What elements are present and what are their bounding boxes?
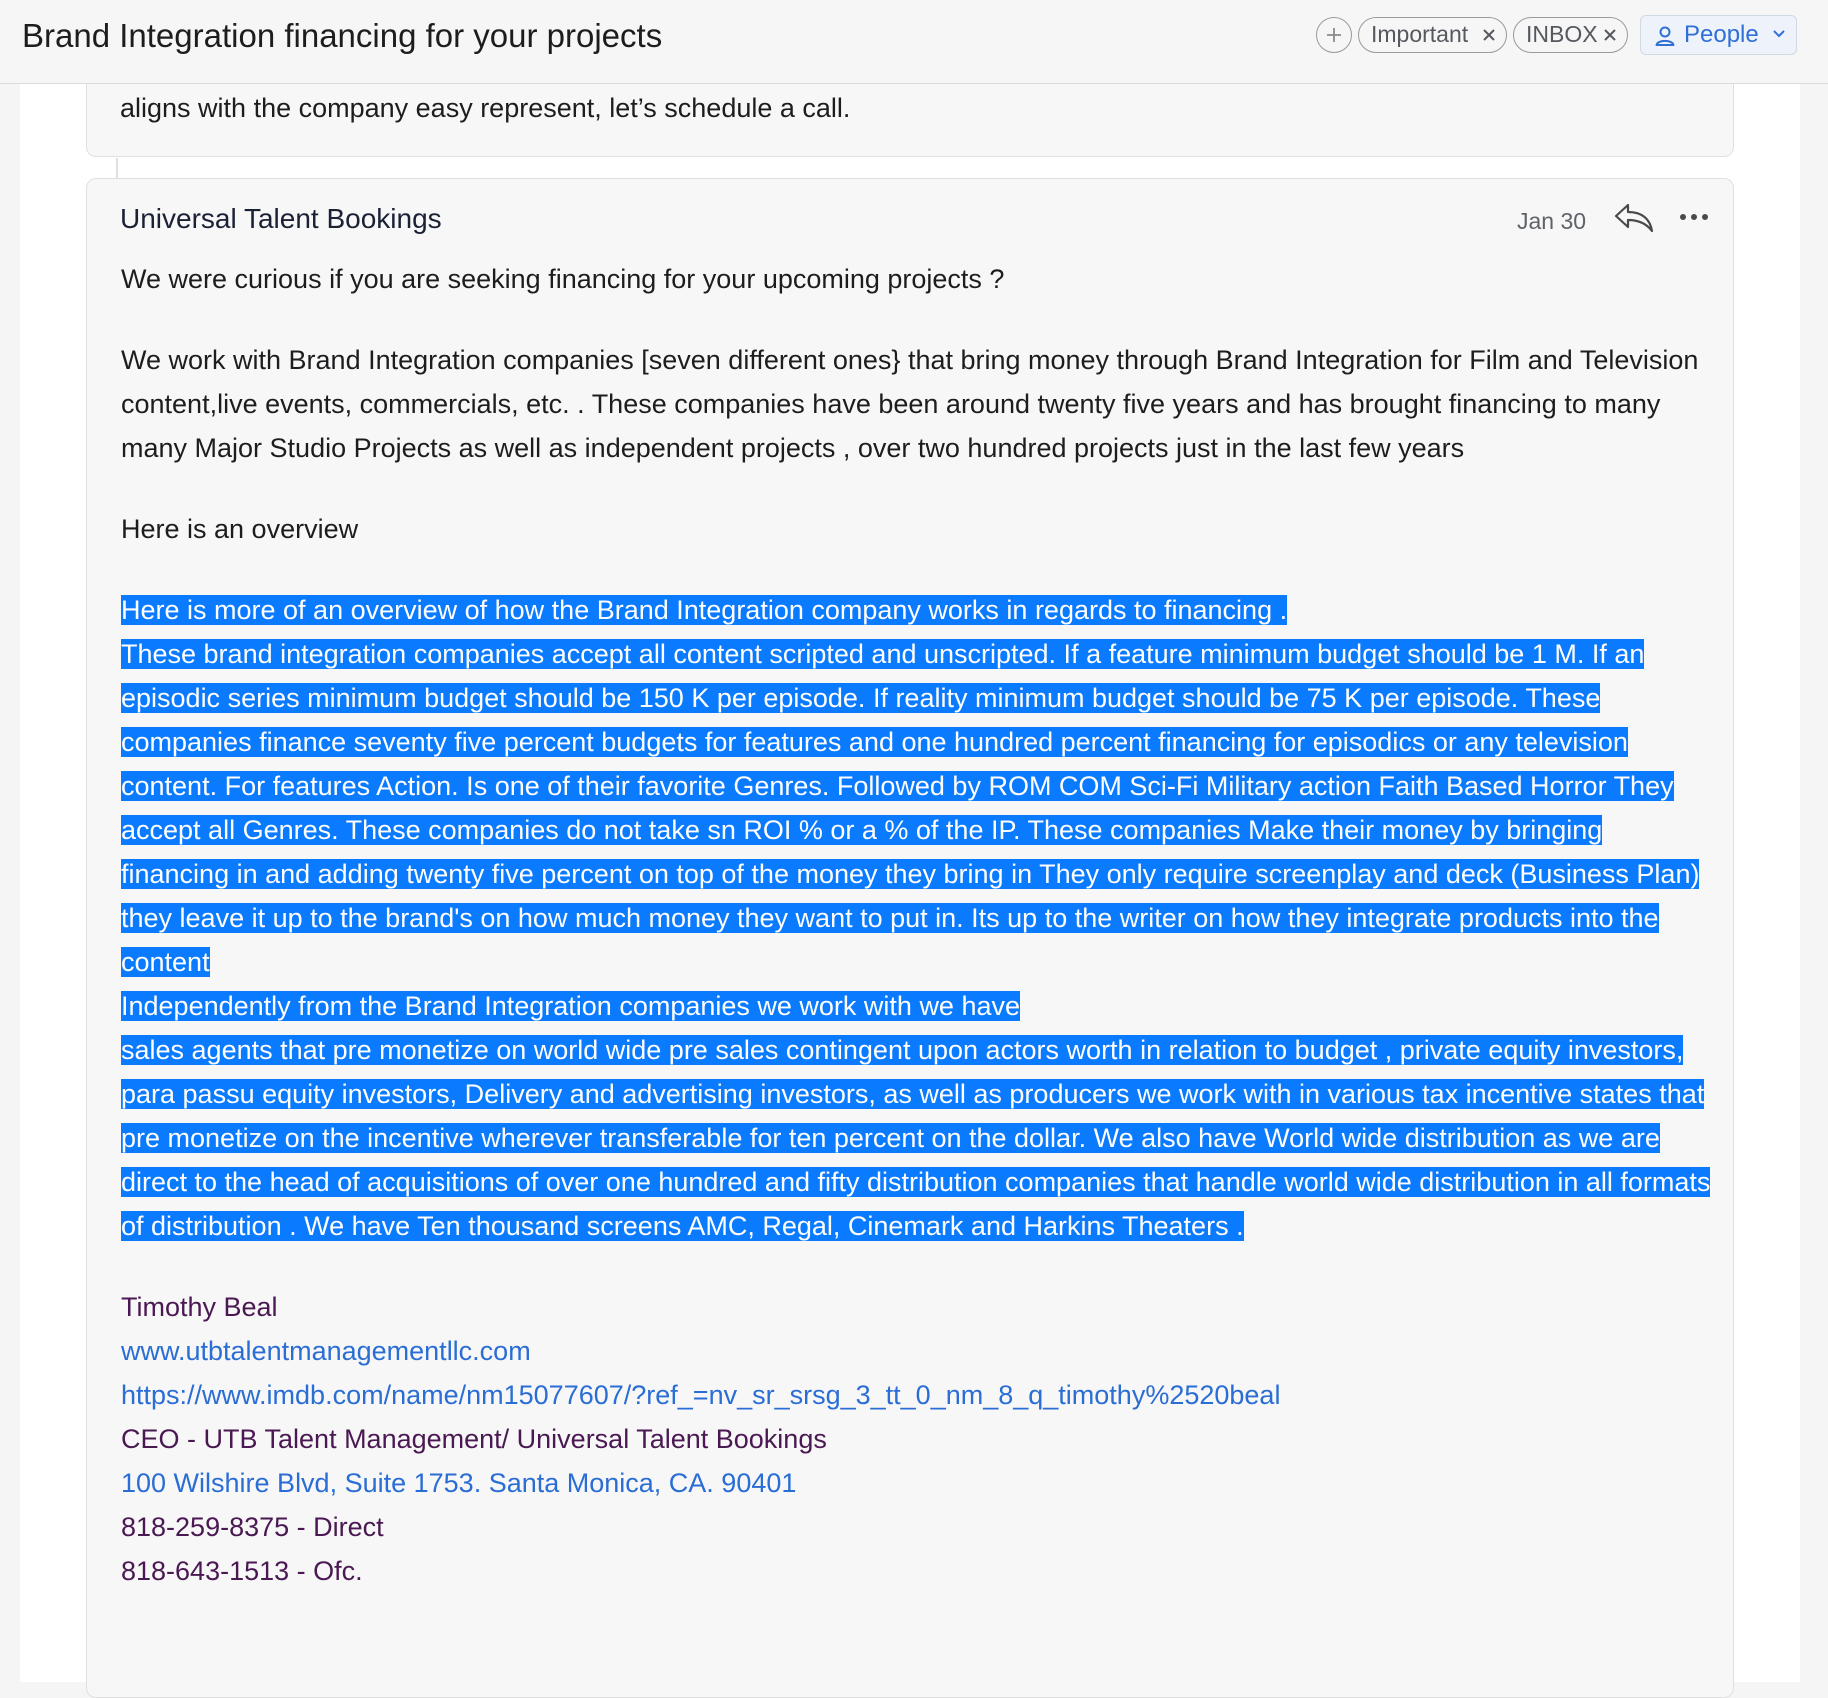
message-card xyxy=(86,178,1734,1698)
remove-label-icon[interactable] xyxy=(1482,28,1496,42)
selected-paragraph xyxy=(121,588,1711,632)
previous-message-text: aligns with the company easy represent, let’s schedule a call. xyxy=(120,93,851,123)
previous-message-card[interactable] xyxy=(86,84,1734,157)
more-options-icon[interactable] xyxy=(1679,213,1709,221)
selected-text: These brand integration companies accept all content scripted and unscripted. If a feature minimum budget should be 1 M. If an episodic series minimum budget should be 150 K per episode. If reality minimum budget should be 75 K per episode. These companies finance seventy five percent budgets for features and one hundred percent financing for episodics or any television content. For features Action. Is one of their favorite Genres. Followed by ROM COM Sci-Fi Military action Faith Based Horror They accept all Genres. These companies do not take sn ROI % or a % of the IP. These companies Make their money by bringing financing in and adding twenty five percent on top of the money they bring in They only require screenplay and deck (Business Plan) they leave it up to the brand's on how much money they want to put in. Its up to the writer on how they integrate products into the content xyxy=(121,639,1700,977)
selected-paragraph xyxy=(121,632,1711,984)
selected-paragraph xyxy=(121,984,1711,1028)
signature-phone-office: 818-643-1513 - Ofc. xyxy=(121,1556,363,1586)
signature-title: CEO - UTB Talent Management/ Universal Talent Bookings xyxy=(121,1424,827,1454)
remove-label-icon[interactable] xyxy=(1603,28,1617,42)
signature-phone-direct: 818-259-8375 - Direct xyxy=(121,1512,384,1542)
body-paragraph: Here is an overview xyxy=(121,514,359,544)
plus-icon xyxy=(1325,26,1343,44)
signature-website-link[interactable]: www.utbtalentmanagementllc.com xyxy=(121,1336,531,1366)
thread-connector xyxy=(116,158,118,180)
chevron-down-icon xyxy=(1772,29,1786,39)
selected-paragraph xyxy=(121,1028,1711,1248)
signature-imdb-link[interactable]: https://www.imdb.com/name/nm15077607/?ref_=nv_sr_srsg_3_tt_0_nm_8_q_timothy%2520beal xyxy=(121,1380,1281,1410)
person-icon xyxy=(1654,25,1676,47)
email-subject: Brand Integration financing for your projects xyxy=(22,17,663,54)
body-paragraph: We were curious if you are seeking financing for your upcoming projects ? xyxy=(121,264,1005,294)
add-label-button[interactable] xyxy=(1316,17,1352,53)
signature-address-link[interactable]: 100 Wilshire Blvd, Suite 1753. Santa Monica, CA. 90401 xyxy=(121,1468,797,1498)
message-body xyxy=(121,257,1711,1593)
selected-text: Here is more of an overview of how the Brand Integration company works in regards to financing . xyxy=(121,595,1288,625)
people-button[interactable] xyxy=(1640,15,1797,55)
people-button-label: People xyxy=(1684,21,1759,48)
selected-text: Independently from the Brand Integration companies we work with we have xyxy=(121,991,1021,1021)
signature-name: Timothy Beal xyxy=(121,1292,278,1322)
message-date: Jan 30 xyxy=(1517,208,1587,234)
message-header-bar xyxy=(0,0,1828,84)
label-chip-inbox xyxy=(1513,17,1628,53)
label-chip-important xyxy=(1358,17,1507,53)
selected-text: sales agents that pre monetize on world wide pre sales contingent upon actors worth in relation to budget , private equity investors, para passu equity investors, Delivery and advertising investors, as well as producers we work with in various tax incentive states that pre monetize on the incentive wherever transferable for ten percent on the dollar. We also have World wide distribution as we are direct to the head of acquisitions of over one hundred and fifty distribution companies that handle world wide distribution in all formats of distribution . We have Ten thousand screens AMC, Regal, Cinemark and Harkins Theaters . xyxy=(121,1035,1711,1241)
body-paragraph: We work with Brand Integration companies [seven different ones} that bring money through Brand Integration for Film and Television content,live events, commercials, etc. . These companies have been around twenty five years and has brought financing to many many Major Studio Projects as well as independent projects , over two hundred projects just in the last few years xyxy=(121,345,1699,463)
label-chip-text: INBOX xyxy=(1526,21,1598,47)
reply-icon[interactable] xyxy=(1613,201,1655,235)
label-chip-text: Important xyxy=(1371,21,1469,47)
sender-name[interactable]: Universal Talent Bookings xyxy=(120,203,442,234)
